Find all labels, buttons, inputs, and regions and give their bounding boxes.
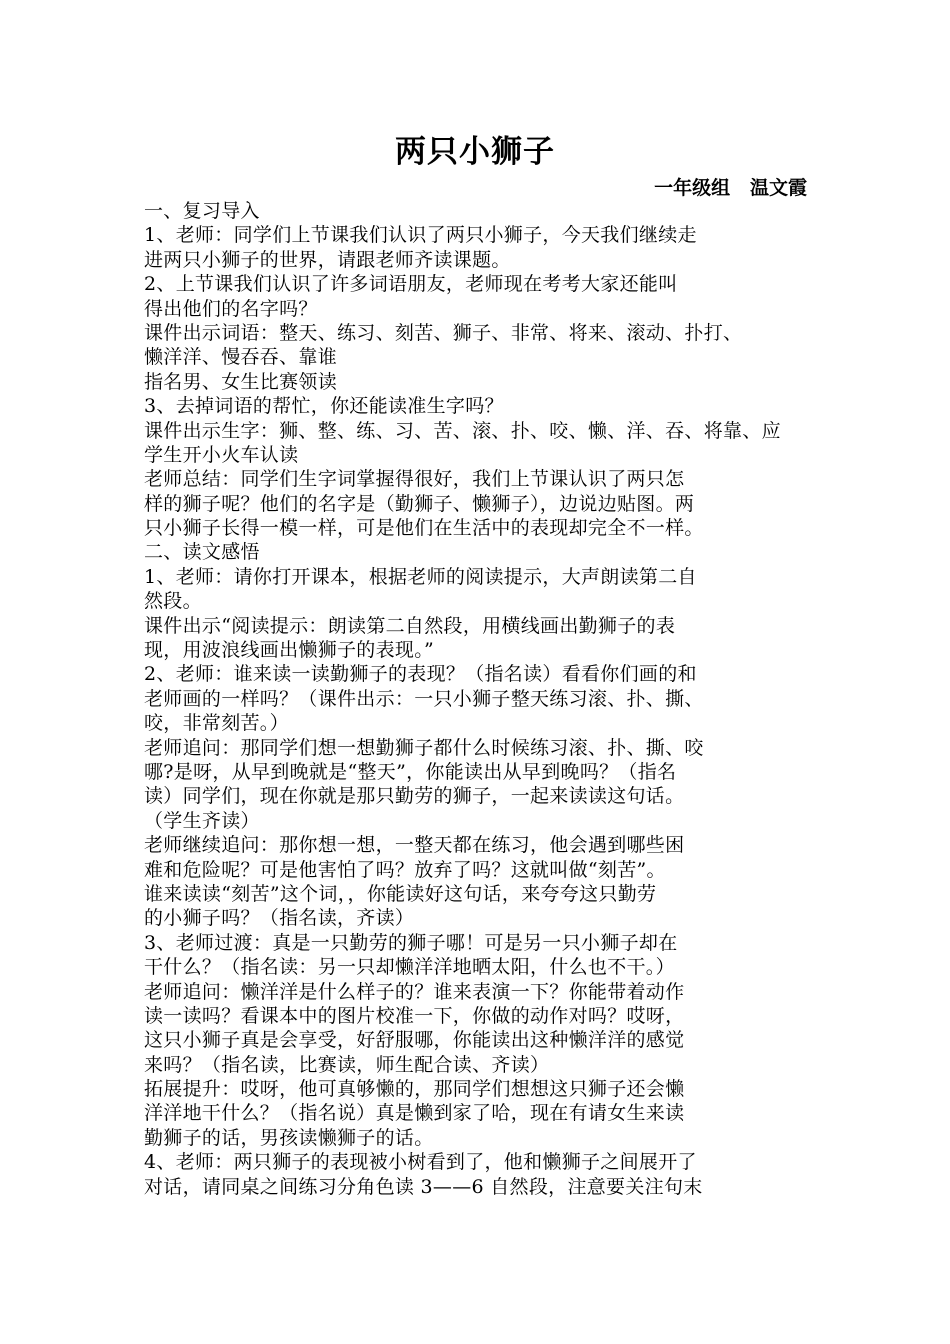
text-line: 老师总结：同学们生字词掌握得很好，我们上节课认识了两只怎	[144, 468, 685, 491]
text-line: 3、去掉词语的帮忙，你还能读准生字吗？	[144, 395, 504, 418]
text-line: 谁来读读“刻苦”这个词，，你能读好这句话，来夸夸这只勤劳	[144, 882, 657, 905]
text-line: 样的狮子呢？他们的名字是（勤狮子、懒狮子），边说边贴图。两	[144, 492, 695, 515]
text-line: （学生齐读）	[144, 809, 260, 832]
text-line: 读）同学们，现在你就是那只勤劳的狮子，一起来读读这句话。	[144, 785, 685, 808]
text-line: 课件出示生字：狮、整、练、习、苦、滚、扑、咬、懒、洋、吞、将靠、应	[144, 419, 781, 442]
text-line: 懒洋洋、慢吞吞、靠谁	[144, 346, 338, 369]
text-line: 老师追问：那同学们想一想勤狮子都什么时候练习滚、扑、撕、咬	[144, 736, 704, 759]
text-line: 学生开小火车认读	[144, 443, 299, 466]
text-line: 4、老师：两只狮子的表现被小树看到了，他和懒狮子之间展开了	[144, 1151, 697, 1174]
text-line: 洋洋地干什么？（指名说）真是懒到家了哈，现在有请女生来读	[144, 1102, 685, 1125]
text-line: 课件出示词语：整天、练习、刻苦、狮子、非常、将来、滚动、扑打、	[144, 321, 743, 344]
document-body	[144, 199, 784, 1199]
text-line: 得出他们的名字吗？	[144, 297, 318, 320]
text-line: 干什么？（指名读：另一只却懒洋洋地晒太阳，什么也不干。）	[144, 956, 675, 979]
text-line: 2、上节课我们认识了许多词语朋友，老师现在考考大家还能叫	[144, 273, 678, 296]
text-line: 咬，非常刻苦。）	[144, 712, 289, 735]
text-line: 拓展提升：哎呀，他可真够懒的，那同学们想想这只狮子还会懒	[144, 1078, 685, 1101]
text-line: 1、老师：请你打开课本，根据老师的阅读提示，大声朗读第二自	[144, 565, 697, 588]
text-line: 的小狮子吗？（指名读，齐读）	[144, 907, 415, 930]
text-line: 老师继续追问：那你想一想，一整天都在练习，他会遇到哪些困	[144, 834, 685, 857]
text-line: 现，用波浪线画出懒狮子的表现。”	[144, 639, 435, 662]
text-line: 读一读吗？看课本中的图片校准一下，你做的动作对吗？哎呀，	[144, 1004, 685, 1027]
document-title: 两只小狮子	[395, 134, 555, 170]
text-line: 难和危险呢？可是他害怕了吗？放弃了吗？这就叫做“刻苦”。	[144, 858, 666, 881]
text-line: 只小狮子长得一模一样，可是他们在生活中的表现却完全不一样。	[144, 517, 704, 540]
text-line: 对话，请同桌之间练习分角色读 3——6 自然段，注意要关注句末	[144, 1175, 703, 1198]
text-line: 勤狮子的话，男孩读懒狮子的话。	[144, 1126, 434, 1149]
text-line: 指名男、女生比赛领读	[144, 370, 338, 393]
text-line: 老师画的一样吗？（课件出示：一只小狮子整天练习滚、扑、撕、	[144, 687, 704, 710]
text-line: 2、老师：谁来读一读勤狮子的表现？（指名读）看看你们画的和	[144, 663, 697, 686]
text-line: 哪?是呀，从早到晚就是“整天”，你能读出从早到晚吗？（指名	[144, 760, 677, 783]
text-line: 老师追问：懒洋洋是什么样子的？谁来表演一下？你能带着动作	[144, 980, 685, 1003]
text-line: 3、老师过渡：真是一只勤劳的狮子哪！可是另一只小狮子却在	[144, 931, 678, 954]
text-line: 然段。	[144, 590, 202, 613]
text-line: 一、复习导入	[144, 200, 260, 222]
text-line: 这只小狮子真是会享受，好舒服哪，你能读出这种懒洋洋的感觉	[144, 1029, 685, 1052]
author-line: 一年级组 温文霞	[654, 177, 807, 199]
text-line: 二、读文感悟	[144, 541, 260, 564]
text-line: 1、老师：同学们上节课我们认识了两只小狮子，今天我们继续走	[144, 224, 697, 247]
text-line: 课件出示“阅读提示：朗读第二自然段，用横线画出勤狮子的表	[144, 614, 676, 637]
text-line: 来吗？（指名读，比赛读，师生配合读、齐读）	[144, 1053, 550, 1076]
text-line: 进两只小狮子的世界，请跟老师齐读课题。	[144, 248, 511, 271]
